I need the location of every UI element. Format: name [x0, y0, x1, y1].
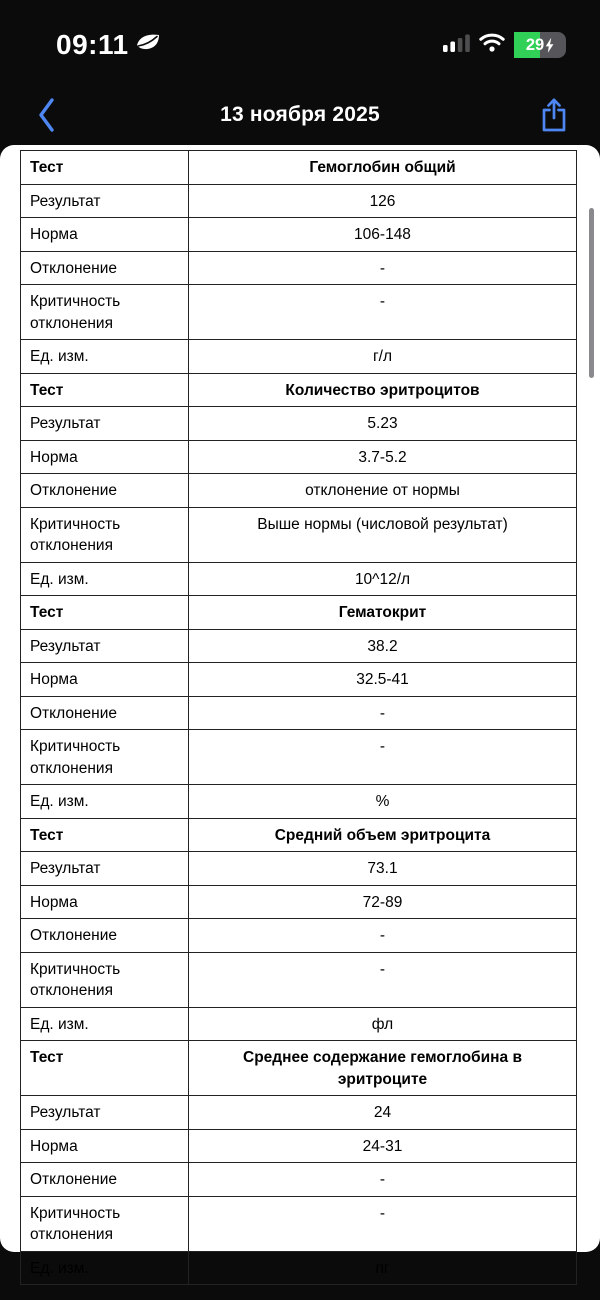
row-test: [21, 1041, 577, 1096]
row-value-norm: 24-31: [189, 1129, 577, 1163]
cellular-signal-icon: [443, 34, 470, 57]
row-value-unit: 10^12/л: [189, 562, 577, 596]
chevron-left-icon: [36, 97, 56, 136]
row-deviation: [21, 251, 577, 285]
row-value-result: 24: [189, 1096, 577, 1130]
row-unit: [21, 1007, 577, 1041]
row-deviation: [21, 696, 577, 730]
row-value-norm: 72-89: [189, 885, 577, 919]
row-label-unit: Ед. изм.: [21, 785, 189, 819]
row-label-unit: Ед. изм.: [21, 1251, 189, 1285]
row-value-criticality: Выше нормы (числовой результат): [189, 507, 577, 562]
row-label-norm: Норма: [21, 663, 189, 697]
row-label-unit: Ед. изм.: [21, 340, 189, 374]
row-value-result: 73.1: [189, 852, 577, 886]
row-label-result: Результат: [21, 629, 189, 663]
row-value-unit: г/л: [189, 340, 577, 374]
row-label-criticality: Критичность отклонения: [21, 952, 189, 1007]
nav-bar: [0, 88, 600, 142]
row-criticality: [21, 285, 577, 340]
row-test: [21, 151, 577, 185]
page-title: 13 ноября 2025: [220, 103, 380, 126]
row-criticality: [21, 507, 577, 562]
row-label-criticality: Критичность отклонения: [21, 285, 189, 340]
row-label-criticality: Критичность отклонения: [21, 507, 189, 562]
row-label-norm: Норма: [21, 218, 189, 252]
row-result: [21, 407, 577, 441]
row-label-criticality: Критичность отклонения: [21, 1196, 189, 1251]
row-result: [21, 1096, 577, 1130]
row-deviation: [21, 919, 577, 953]
row-label-result: Результат: [21, 1096, 189, 1130]
status-bar: [0, 22, 600, 68]
row-label-deviation: Отклонение: [21, 1163, 189, 1197]
row-label-deviation: Отклонение: [21, 696, 189, 730]
row-unit: [21, 562, 577, 596]
share-icon: [539, 96, 569, 137]
row-label-test: Тест: [21, 818, 189, 852]
results-table-body: [21, 151, 577, 1285]
row-test: [21, 373, 577, 407]
row-value-result: 38.2: [189, 629, 577, 663]
row-criticality: [21, 1196, 577, 1251]
row-value-norm: 32.5-41: [189, 663, 577, 697]
row-value-unit: фл: [189, 1007, 577, 1041]
row-label-result: Результат: [21, 852, 189, 886]
row-value-test: Гемоглобин общий: [189, 151, 577, 185]
battery-charging-icon: [514, 32, 566, 58]
row-value-test: Гематокрит: [189, 596, 577, 630]
row-label-unit: Ед. изм.: [21, 1007, 189, 1041]
leaf-icon: [134, 32, 161, 59]
results-table: [20, 150, 577, 1285]
row-norm: [21, 663, 577, 697]
row-label-unit: Ед. изм.: [21, 562, 189, 596]
lightning-bolt-icon: [545, 38, 554, 53]
row-value-unit: пг: [189, 1251, 577, 1285]
clock-time: 09:11: [56, 29, 129, 60]
row-value-test: Средний объем эритроцита: [189, 818, 577, 852]
row-deviation: [21, 474, 577, 508]
row-value-deviation: -: [189, 696, 577, 730]
row-value-test: Количество эритроцитов: [189, 373, 577, 407]
row-norm: [21, 440, 577, 474]
row-value-norm: 106-148: [189, 218, 577, 252]
row-unit: [21, 340, 577, 374]
row-norm: [21, 218, 577, 252]
row-label-test: Тест: [21, 151, 189, 185]
row-test: [21, 596, 577, 630]
row-norm: [21, 885, 577, 919]
row-value-deviation: отклонение от нормы: [189, 474, 577, 508]
row-criticality: [21, 952, 577, 1007]
row-label-test: Тест: [21, 596, 189, 630]
row-value-deviation: -: [189, 919, 577, 953]
row-value-unit: %: [189, 785, 577, 819]
wifi-icon: [479, 33, 505, 57]
row-value-deviation: -: [189, 251, 577, 285]
row-label-result: Результат: [21, 407, 189, 441]
row-result: [21, 629, 577, 663]
row-label-criticality: Критичность отклонения: [21, 730, 189, 785]
row-label-result: Результат: [21, 184, 189, 218]
row-value-result: 5.23: [189, 407, 577, 441]
row-value-norm: 3.7-5.2: [189, 440, 577, 474]
back-button[interactable]: [28, 96, 64, 136]
row-norm: [21, 1129, 577, 1163]
row-result: [21, 852, 577, 886]
row-label-test: Тест: [21, 373, 189, 407]
row-label-deviation: Отклонение: [21, 919, 189, 953]
row-value-criticality: -: [189, 285, 577, 340]
row-deviation: [21, 1163, 577, 1197]
row-label-norm: Норма: [21, 885, 189, 919]
row-label-norm: Норма: [21, 440, 189, 474]
row-label-deviation: Отклонение: [21, 251, 189, 285]
row-unit: [21, 1251, 577, 1285]
row-label-norm: Норма: [21, 1129, 189, 1163]
battery-percent-text: 29: [525, 35, 545, 54]
row-label-deviation: Отклонение: [21, 474, 189, 508]
row-test: [21, 818, 577, 852]
row-criticality: [21, 730, 577, 785]
row-result: [21, 184, 577, 218]
row-value-test: Среднее содержание гемоглобина в эритроците: [189, 1041, 577, 1096]
row-unit: [21, 785, 577, 819]
row-value-criticality: -: [189, 730, 577, 785]
scrollbar-thumb[interactable]: [589, 208, 594, 378]
row-label-test: Тест: [21, 1041, 189, 1096]
row-value-criticality: -: [189, 952, 577, 1007]
row-value-deviation: -: [189, 1163, 577, 1197]
row-value-criticality: -: [189, 1196, 577, 1251]
results-card: [0, 145, 600, 1277]
share-button[interactable]: [534, 94, 574, 138]
row-value-result: 126: [189, 184, 577, 218]
